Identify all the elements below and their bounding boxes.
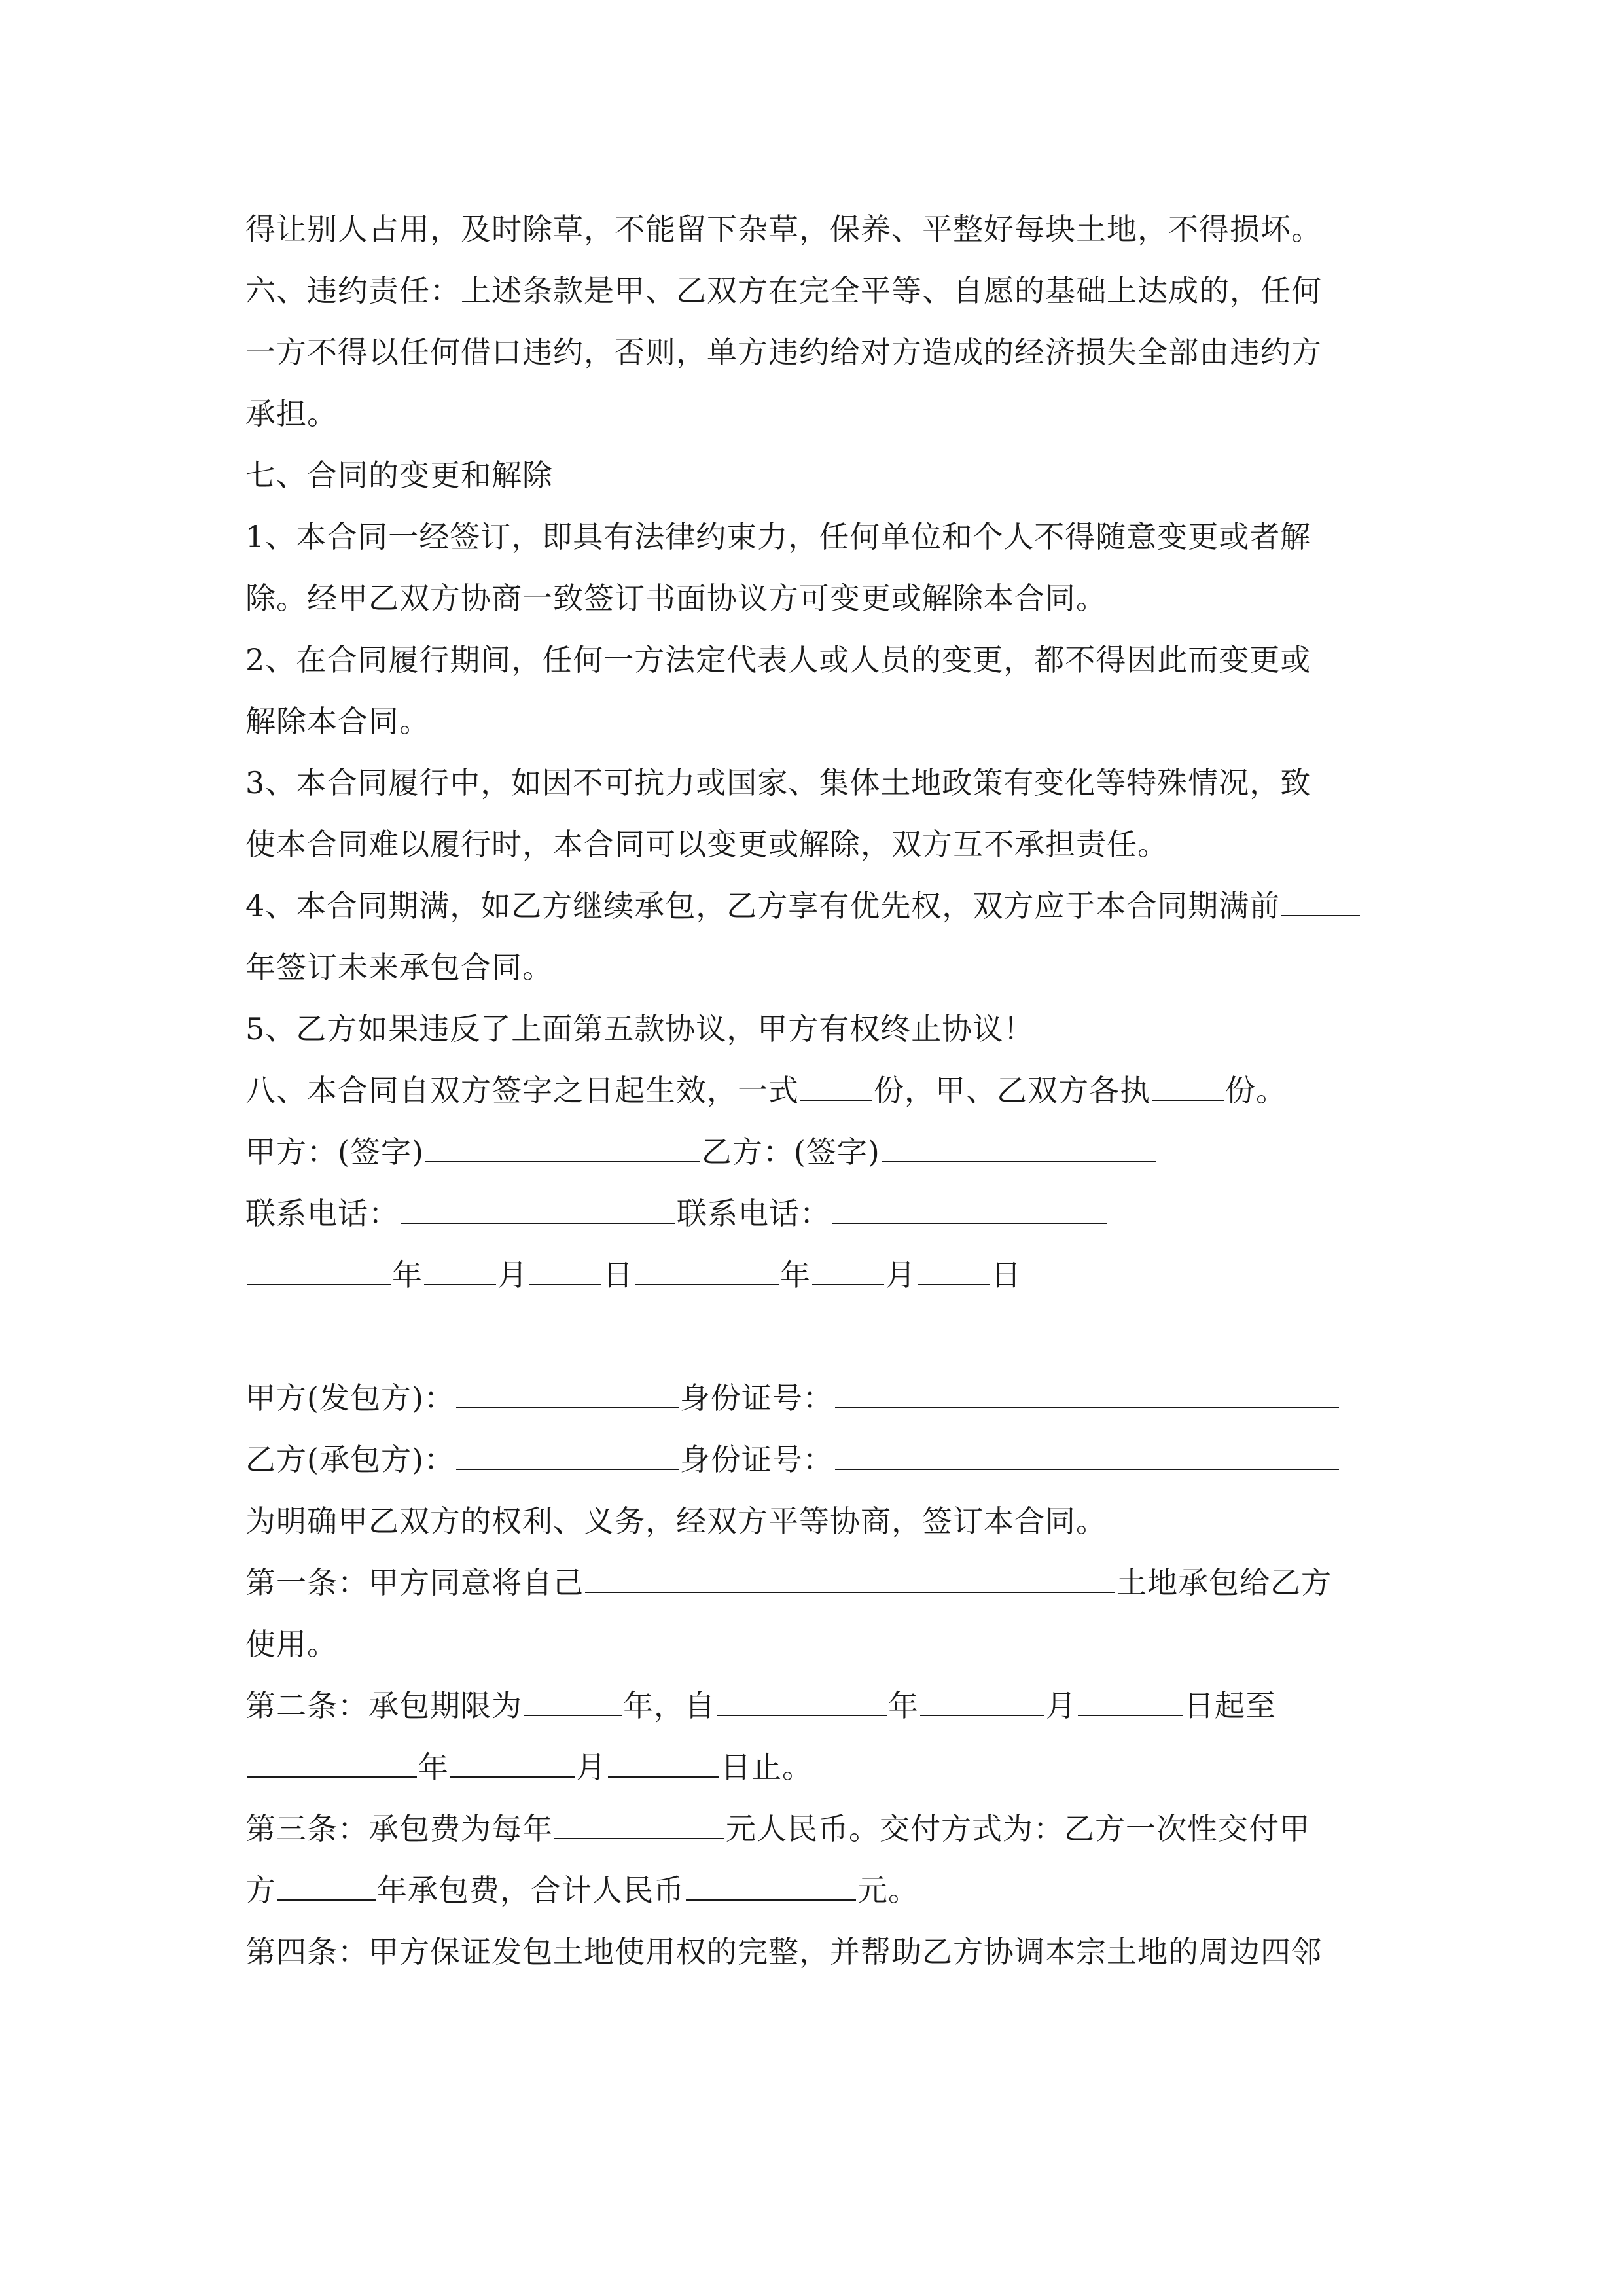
text: 八、本合同自双方签字之日起生效，一式 <box>245 1073 799 1108</box>
clause-five-continuation <box>245 209 1322 249</box>
text: 年 <box>780 1257 811 1293</box>
text: 年承包费，合计人民币 <box>377 1873 685 1908</box>
article-three-line-1 <box>245 1809 1310 1848</box>
party-a-name-blank[interactable] <box>456 1381 679 1408</box>
text: 年 <box>392 1257 423 1293</box>
text: 日止。 <box>721 1749 813 1785</box>
text: 乙方：(签字) <box>701 1134 880 1170</box>
section-eight <box>245 1071 1287 1110</box>
text: 得让别人占用，及时除草，不能留下杂草，保养、平整好每块土地，不得损坏。 <box>245 211 1322 247</box>
text: 月 <box>576 1749 607 1785</box>
text: 联系电话： <box>677 1196 830 1231</box>
party-b-phone-blank[interactable] <box>832 1196 1107 1224</box>
text: 日 <box>603 1257 633 1293</box>
end-year-blank[interactable] <box>247 1750 417 1778</box>
text: 第二条：承包期限为 <box>245 1688 522 1723</box>
party-a-id-blank[interactable] <box>835 1381 1339 1408</box>
text: 月 <box>497 1257 528 1293</box>
prepaid-years-blank[interactable] <box>277 1873 376 1901</box>
text: 除。经甲乙双方协商一致签订书面协议方可变更或解除本合同。 <box>245 581 1107 616</box>
text: 身份证号： <box>679 1380 834 1416</box>
text: 2、在合同履行期间，任何一方法定代表人或人员的变更，都不得因此而变更或 <box>245 642 1311 677</box>
item-1-line-2 <box>245 579 1107 618</box>
article-two-line-1 <box>245 1686 1276 1725</box>
day-blank[interactable] <box>918 1258 990 1285</box>
text: 土地承包给乙方 <box>1116 1565 1332 1600</box>
text: 方 <box>245 1873 276 1908</box>
item-4-line-1 <box>245 886 1361 925</box>
year-blank[interactable] <box>635 1258 779 1285</box>
party-b-signature-blank[interactable] <box>882 1135 1156 1162</box>
text: 身份证号： <box>679 1442 834 1477</box>
start-day-blank[interactable] <box>1078 1689 1183 1716</box>
year-blank[interactable] <box>247 1258 391 1285</box>
text: 解除本合同。 <box>245 704 430 739</box>
party-b-name-blank[interactable] <box>456 1443 679 1470</box>
total-amount-blank[interactable] <box>686 1873 856 1901</box>
end-day-blank[interactable] <box>608 1750 719 1778</box>
party-a-phone-blank[interactable] <box>401 1196 675 1224</box>
text: 元人民币。交付方式为：乙方一次性交付甲 <box>726 1811 1310 1846</box>
preamble <box>245 1501 1107 1541</box>
day-blank[interactable] <box>529 1258 601 1285</box>
date-row <box>245 1255 1022 1295</box>
text: 甲方：(签字) <box>245 1134 424 1170</box>
text: 年，自 <box>623 1688 715 1723</box>
text: 月 <box>885 1257 916 1293</box>
text: 月 <box>1046 1688 1077 1723</box>
article-one-line-2 <box>245 1624 338 1664</box>
land-description-blank[interactable] <box>585 1566 1115 1593</box>
item-4-line-2 <box>245 948 553 987</box>
text: 年 <box>418 1749 449 1785</box>
text: 为明确甲乙双方的权利、义务，经双方平等协商，签订本合同。 <box>245 1503 1107 1539</box>
clause-six-line-3 <box>245 394 338 433</box>
text: 5、乙方如果违反了上面第五款协议，甲方有权终止协议！ <box>245 1011 1035 1047</box>
text: 联系电话： <box>245 1196 399 1231</box>
text: 1、本合同一经签订，即具有法律约束力，任何单位和个人不得随意变更或者解 <box>245 519 1311 554</box>
item-3-line-2 <box>245 825 1168 864</box>
text: 六、违约责任：上述条款是甲、乙双方在完全平等、自愿的基础上达成的，任何 <box>245 273 1322 308</box>
text: 份，甲、乙双方各执 <box>874 1073 1150 1108</box>
article-two-line-2 <box>245 1748 813 1787</box>
text: 3、本合同履行中，如因不可抗力或国家、集体土地政策有变化等特殊情况，致 <box>245 765 1311 800</box>
start-year-blank[interactable] <box>717 1689 887 1716</box>
term-years-blank[interactable] <box>524 1689 622 1716</box>
signature-row <box>245 1132 1158 1172</box>
text: 第三条：承包费为每年 <box>245 1811 553 1846</box>
phone-row <box>245 1194 1108 1233</box>
text: 甲方(发包方)： <box>245 1380 455 1416</box>
section-seven-heading <box>245 456 553 495</box>
text: 第四条：甲方保证发包土地使用权的完整，并帮助乙方协调本宗土地的周边四邻 <box>245 1934 1322 1969</box>
text: 七、合同的变更和解除 <box>245 457 553 493</box>
item-2-line-1 <box>245 640 1311 679</box>
item-5 <box>245 1009 1034 1049</box>
text: 乙方(承包方)： <box>245 1442 455 1477</box>
item-2-line-2 <box>245 702 430 741</box>
text: 使本合同难以履行时，本合同可以变更或解除，双方互不承担责任。 <box>245 827 1168 862</box>
clause-six-line-2 <box>245 332 1322 372</box>
month-blank[interactable] <box>424 1258 496 1285</box>
text: 承担。 <box>245 396 338 431</box>
clause-six-line-1 <box>245 271 1322 310</box>
text: 年 <box>888 1688 919 1723</box>
item-1-line-1 <box>245 517 1311 556</box>
party-a-row <box>245 1378 1340 1418</box>
text: 使用。 <box>245 1626 338 1662</box>
fill-in-blank[interactable] <box>1281 889 1360 916</box>
each-copies-blank[interactable] <box>1152 1073 1224 1101</box>
text: 一方不得以任何借口违约，否则，单方违约给对方造成的经济损失全部由违约方 <box>245 334 1322 370</box>
annual-fee-blank[interactable] <box>554 1812 724 1839</box>
text: 份。 <box>1225 1073 1287 1108</box>
party-a-signature-blank[interactable] <box>425 1135 700 1162</box>
end-month-blank[interactable] <box>450 1750 575 1778</box>
party-b-id-blank[interactable] <box>835 1443 1339 1470</box>
text: 4、本合同期满，如乙方继续承包，乙方享有优先权，双方应于本合同期满前 <box>245 888 1281 924</box>
article-four-line-1 <box>245 1932 1322 1971</box>
text: 年签订未来承包合同。 <box>245 950 553 985</box>
item-3-line-1 <box>245 763 1311 802</box>
month-blank[interactable] <box>812 1258 884 1285</box>
party-b-row <box>245 1440 1340 1479</box>
text: 日 <box>991 1257 1022 1293</box>
article-three-line-2 <box>245 1871 919 1910</box>
copies-blank[interactable] <box>800 1073 872 1101</box>
text: 第一条：甲方同意将自己 <box>245 1565 584 1600</box>
article-one-line-1 <box>245 1563 1332 1602</box>
text: 日起至 <box>1184 1688 1276 1723</box>
start-month-blank[interactable] <box>920 1689 1044 1716</box>
text: 元。 <box>857 1873 919 1908</box>
